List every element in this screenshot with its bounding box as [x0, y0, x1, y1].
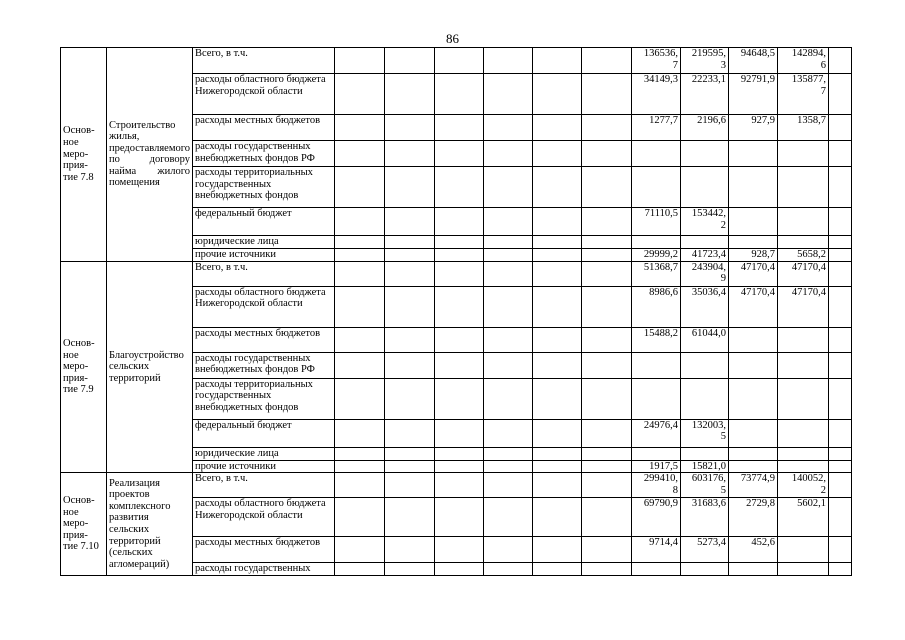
empty-cell — [435, 327, 484, 352]
empty-cell — [829, 167, 852, 208]
value-cell — [778, 208, 829, 236]
value-cell — [729, 563, 778, 576]
empty-cell — [582, 460, 632, 473]
empty-cell — [484, 352, 533, 378]
empty-cell — [582, 115, 632, 141]
value-cell — [729, 208, 778, 236]
value-cell — [778, 460, 829, 473]
funding-source: федеральный бюджет — [193, 208, 335, 236]
empty-cell — [582, 352, 632, 378]
empty-cell — [435, 378, 484, 419]
value-cell: 71110,5 — [632, 208, 681, 236]
value-cell: 61044,0 — [681, 327, 729, 352]
empty-cell — [829, 498, 852, 537]
empty-cell — [435, 460, 484, 473]
empty-cell — [533, 498, 582, 537]
empty-cell — [484, 74, 533, 115]
empty-cell — [582, 498, 632, 537]
value-cell — [729, 352, 778, 378]
value-cell: 8986,6 — [632, 286, 681, 327]
value-cell — [778, 378, 829, 419]
value-cell: 15821,0 — [681, 460, 729, 473]
funding-source: расходы государственных внебюджетных фондов РФ — [193, 352, 335, 378]
empty-cell — [435, 537, 484, 563]
empty-cell — [829, 286, 852, 327]
empty-cell — [385, 167, 435, 208]
funding-source: прочие источники — [193, 460, 335, 473]
empty-cell — [435, 473, 484, 498]
empty-cell — [533, 261, 582, 286]
empty-cell — [385, 286, 435, 327]
value-cell: 2196,6 — [681, 115, 729, 141]
empty-cell — [435, 167, 484, 208]
empty-cell — [484, 141, 533, 167]
empty-cell — [533, 236, 582, 249]
empty-cell — [484, 167, 533, 208]
empty-cell — [335, 261, 385, 286]
empty-cell — [484, 537, 533, 563]
empty-cell — [335, 563, 385, 576]
funding-source: расходы областного бюджета Нижегородской области — [193, 286, 335, 327]
empty-cell — [582, 537, 632, 563]
empty-cell — [582, 167, 632, 208]
value-cell — [729, 447, 778, 460]
empty-cell — [829, 208, 852, 236]
empty-cell — [335, 236, 385, 249]
value-cell — [632, 141, 681, 167]
empty-cell — [582, 249, 632, 262]
value-cell — [729, 378, 778, 419]
empty-cell — [335, 447, 385, 460]
empty-cell — [533, 563, 582, 576]
value-cell: 219595, 3 — [681, 48, 729, 74]
empty-cell — [484, 447, 533, 460]
value-cell: 1358,7 — [778, 115, 829, 141]
empty-cell — [829, 261, 852, 286]
value-cell: 69790,9 — [632, 498, 681, 537]
empty-cell — [385, 249, 435, 262]
empty-cell — [582, 141, 632, 167]
empty-cell — [484, 419, 533, 447]
value-cell — [729, 419, 778, 447]
empty-cell — [533, 378, 582, 419]
empty-cell — [435, 115, 484, 141]
empty-cell — [435, 419, 484, 447]
empty-cell — [484, 327, 533, 352]
value-cell: 927,9 — [729, 115, 778, 141]
empty-cell — [582, 327, 632, 352]
empty-cell — [335, 48, 385, 74]
empty-cell — [335, 208, 385, 236]
funding-source: расходы местных бюджетов — [193, 115, 335, 141]
empty-cell — [533, 447, 582, 460]
value-cell — [632, 378, 681, 419]
empty-cell — [582, 208, 632, 236]
empty-cell — [533, 460, 582, 473]
empty-cell — [829, 537, 852, 563]
empty-cell — [435, 352, 484, 378]
empty-cell — [385, 563, 435, 576]
funding-source: расходы местных бюджетов — [193, 327, 335, 352]
funding-source: расходы государственных внебюджетных фондов РФ — [193, 141, 335, 167]
empty-cell — [829, 74, 852, 115]
value-cell — [681, 141, 729, 167]
value-cell — [778, 537, 829, 563]
empty-cell — [435, 286, 484, 327]
empty-cell — [582, 473, 632, 498]
value-cell — [681, 378, 729, 419]
empty-cell — [484, 378, 533, 419]
funding-source: юридические лица — [193, 236, 335, 249]
empty-cell — [484, 115, 533, 141]
value-cell: 136536, 7 — [632, 48, 681, 74]
empty-cell — [435, 447, 484, 460]
value-cell — [729, 141, 778, 167]
empty-cell — [335, 498, 385, 537]
empty-cell — [533, 249, 582, 262]
empty-cell — [385, 498, 435, 537]
value-cell — [681, 167, 729, 208]
empty-cell — [385, 473, 435, 498]
value-cell: 1917,5 — [632, 460, 681, 473]
empty-cell — [335, 249, 385, 262]
empty-cell — [582, 447, 632, 460]
empty-cell — [533, 537, 582, 563]
empty-cell — [484, 261, 533, 286]
value-cell — [681, 236, 729, 249]
empty-cell — [484, 208, 533, 236]
measure-label: Основ- ное меро- прия- тие 7.10 — [61, 473, 107, 576]
value-cell: 22233,1 — [681, 74, 729, 115]
empty-cell — [435, 236, 484, 249]
empty-cell — [385, 447, 435, 460]
value-cell: 132003, 5 — [681, 419, 729, 447]
empty-cell — [335, 74, 385, 115]
value-cell: 452,6 — [729, 537, 778, 563]
empty-cell — [335, 327, 385, 352]
empty-cell — [435, 74, 484, 115]
empty-cell — [533, 352, 582, 378]
value-cell: 47170,4 — [778, 261, 829, 286]
empty-cell — [582, 419, 632, 447]
value-cell: 41723,4 — [681, 249, 729, 262]
value-cell: 9714,4 — [632, 537, 681, 563]
value-cell — [681, 352, 729, 378]
empty-cell — [385, 236, 435, 249]
empty-cell — [484, 473, 533, 498]
empty-cell — [582, 563, 632, 576]
funding-source: Всего, в т.ч. — [193, 48, 335, 74]
empty-cell — [385, 378, 435, 419]
value-cell: 51368,7 — [632, 261, 681, 286]
empty-cell — [435, 208, 484, 236]
empty-cell — [829, 115, 852, 141]
value-cell: 243904, 9 — [681, 261, 729, 286]
measure-name: Строительство жилья, предоставляемого по договору найма жилого помещения — [107, 48, 193, 262]
empty-cell — [533, 115, 582, 141]
funding-source: расходы территориальных государственных внебюджетных фондов — [193, 378, 335, 419]
value-cell — [729, 167, 778, 208]
measure-name: Благоустройство сельских территорий — [107, 261, 193, 473]
empty-cell — [335, 141, 385, 167]
funding-source: расходы территориальных государственных внебюджетных фондов — [193, 167, 335, 208]
value-cell — [632, 236, 681, 249]
value-cell: 603176, 5 — [681, 473, 729, 498]
empty-cell — [582, 236, 632, 249]
value-cell: 153442, 2 — [681, 208, 729, 236]
empty-cell — [582, 48, 632, 74]
value-cell: 140052, 2 — [778, 473, 829, 498]
funding-source: расходы областного бюджета Нижегородской области — [193, 74, 335, 115]
empty-cell — [484, 236, 533, 249]
value-cell: 5273,4 — [681, 537, 729, 563]
value-cell — [729, 327, 778, 352]
empty-cell — [533, 74, 582, 115]
value-cell — [632, 167, 681, 208]
empty-cell — [385, 208, 435, 236]
value-cell: 47170,4 — [778, 286, 829, 327]
value-cell: 5658,2 — [778, 249, 829, 262]
empty-cell — [385, 141, 435, 167]
value-cell: 73774,9 — [729, 473, 778, 498]
empty-cell — [829, 460, 852, 473]
funding-source: юридические лица — [193, 447, 335, 460]
empty-cell — [533, 48, 582, 74]
value-cell: 92791,9 — [729, 74, 778, 115]
empty-cell — [582, 286, 632, 327]
empty-cell — [435, 141, 484, 167]
empty-cell — [385, 327, 435, 352]
empty-cell — [385, 537, 435, 563]
empty-cell — [484, 563, 533, 576]
value-cell: 928,7 — [729, 249, 778, 262]
table-row — [61, 48, 852, 74]
value-cell: 5602,1 — [778, 498, 829, 537]
empty-cell — [335, 378, 385, 419]
empty-cell — [484, 249, 533, 262]
empty-cell — [533, 473, 582, 498]
measure-label: Основ- ное меро- прия- тие 7.8 — [61, 48, 107, 262]
empty-cell — [533, 419, 582, 447]
empty-cell — [829, 352, 852, 378]
value-cell: 299410, 8 — [632, 473, 681, 498]
value-cell — [778, 327, 829, 352]
value-cell — [778, 141, 829, 167]
empty-cell — [335, 115, 385, 141]
value-cell — [778, 352, 829, 378]
empty-cell — [385, 261, 435, 286]
funding-source: федеральный бюджет — [193, 419, 335, 447]
empty-cell — [484, 460, 533, 473]
value-cell — [778, 419, 829, 447]
value-cell: 35036,4 — [681, 286, 729, 327]
empty-cell — [335, 167, 385, 208]
value-cell: 31683,6 — [681, 498, 729, 537]
value-cell — [681, 563, 729, 576]
empty-cell — [533, 327, 582, 352]
value-cell — [632, 352, 681, 378]
value-cell: 47170,4 — [729, 261, 778, 286]
empty-cell — [435, 249, 484, 262]
empty-cell — [435, 48, 484, 74]
empty-cell — [385, 115, 435, 141]
empty-cell — [435, 261, 484, 286]
funding-source: расходы областного бюджета Нижегородской области — [193, 498, 335, 537]
empty-cell — [335, 286, 385, 327]
value-cell: 1277,7 — [632, 115, 681, 141]
measure-label: Основ- ное меро- прия- тие 7.9 — [61, 261, 107, 473]
funding-source: Всего, в т.ч. — [193, 473, 335, 498]
table-row — [61, 261, 852, 286]
empty-cell — [829, 141, 852, 167]
empty-cell — [385, 419, 435, 447]
empty-cell — [484, 286, 533, 327]
value-cell: 15488,2 — [632, 327, 681, 352]
value-cell — [778, 167, 829, 208]
table-row — [61, 473, 852, 498]
empty-cell — [533, 208, 582, 236]
value-cell — [778, 236, 829, 249]
empty-cell — [829, 378, 852, 419]
measure-name: Реализация проектов комплексного развития сельских территорий (сельских агломераций) — [107, 473, 193, 576]
funding-source: расходы местных бюджетов — [193, 537, 335, 563]
empty-cell — [582, 261, 632, 286]
empty-cell — [335, 419, 385, 447]
empty-cell — [385, 74, 435, 115]
empty-cell — [829, 447, 852, 460]
value-cell: 142894, 6 — [778, 48, 829, 74]
value-cell: 2729,8 — [729, 498, 778, 537]
empty-cell — [829, 236, 852, 249]
value-cell — [632, 447, 681, 460]
value-cell: 47170,4 — [729, 286, 778, 327]
empty-cell — [435, 563, 484, 576]
empty-cell — [829, 327, 852, 352]
page-number: 86 — [446, 31, 459, 46]
empty-cell — [533, 167, 582, 208]
funding-source: расходы государственных — [193, 563, 335, 576]
empty-cell — [829, 419, 852, 447]
empty-cell — [829, 249, 852, 262]
value-cell: 135877, 7 — [778, 74, 829, 115]
empty-cell — [829, 48, 852, 74]
empty-cell — [582, 74, 632, 115]
funding-source: прочие источники — [193, 249, 335, 262]
value-cell — [729, 460, 778, 473]
empty-cell — [829, 563, 852, 576]
value-cell: 94648,5 — [729, 48, 778, 74]
value-cell — [632, 563, 681, 576]
value-cell — [778, 447, 829, 460]
empty-cell — [385, 352, 435, 378]
empty-cell — [335, 473, 385, 498]
empty-cell — [385, 48, 435, 74]
value-cell — [778, 563, 829, 576]
empty-cell — [484, 48, 533, 74]
funding-source: Всего, в т.ч. — [193, 261, 335, 286]
empty-cell — [533, 141, 582, 167]
value-cell — [681, 447, 729, 460]
empty-cell — [335, 460, 385, 473]
empty-cell — [484, 498, 533, 537]
empty-cell — [335, 352, 385, 378]
empty-cell — [582, 378, 632, 419]
value-cell: 24976,4 — [632, 419, 681, 447]
empty-cell — [533, 286, 582, 327]
value-cell: 34149,3 — [632, 74, 681, 115]
value-cell — [729, 236, 778, 249]
empty-cell — [335, 537, 385, 563]
value-cell: 29999,2 — [632, 249, 681, 262]
empty-cell — [829, 473, 852, 498]
budget-table — [60, 47, 852, 576]
empty-cell — [435, 498, 484, 537]
empty-cell — [385, 460, 435, 473]
